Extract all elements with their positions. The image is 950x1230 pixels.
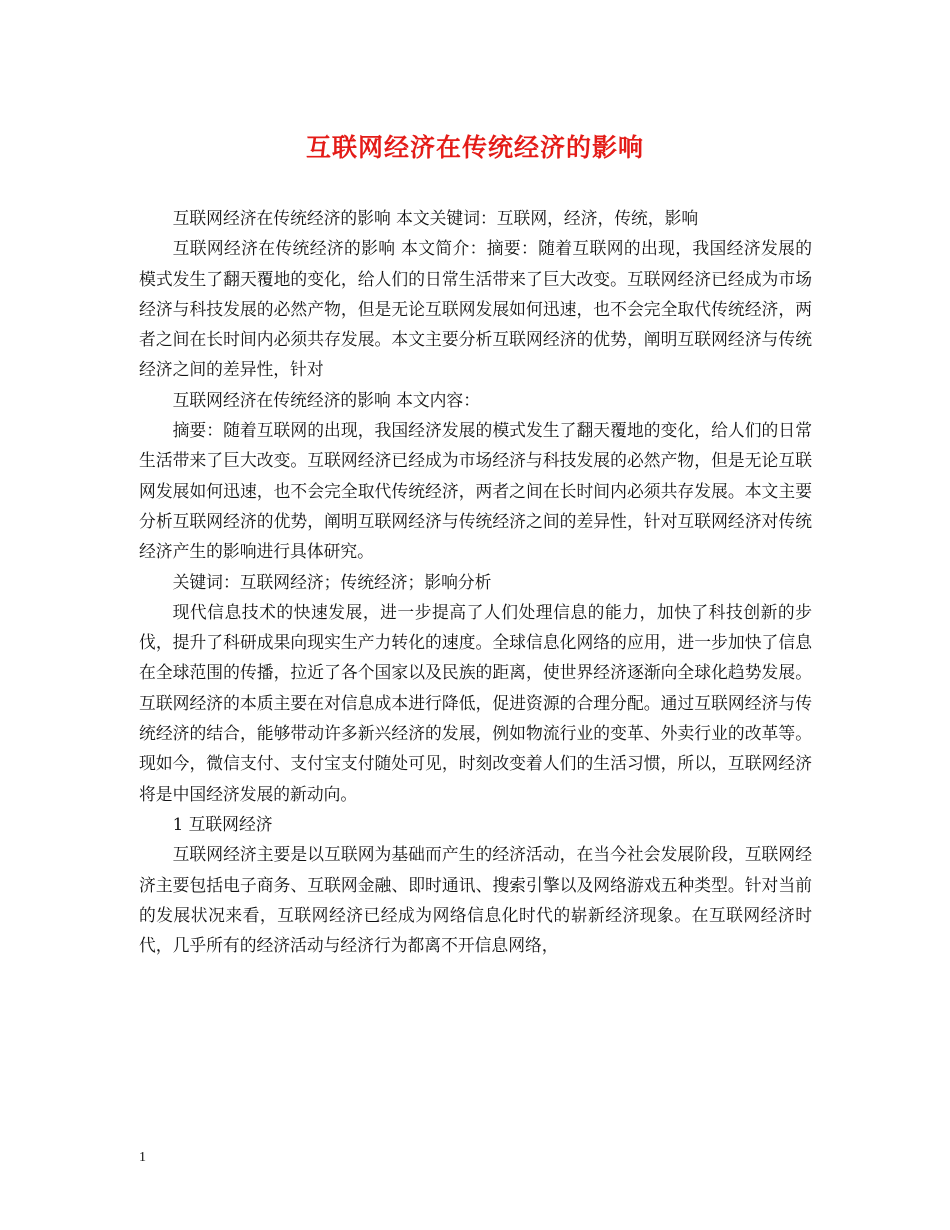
document-title: 互联网经济在传统经济的影响 [305, 133, 644, 162]
section-heading-1: 1 互联网经济 [172, 813, 273, 834]
paragraph-section-1: 互联网经济主要是以互联网为基础而产生的经济活动，在当今社会发展阶段，互联网经济主要包括电子商务、互联网金融、即时通讯、搜索引擎以及网络游戏五种类型。针对当前的发展状况来看，互联网经济已经成为网络信息化时代的崭新经济现象。在互联网经济时代，几乎所有的经济活动与经济行为都离不开信息网络， [139, 844, 812, 956]
paragraph-keywords-intro: 互联网经济在传统经济的影响 本文关键词：互联网，经济，传统，影响 [172, 208, 699, 228]
paragraph-keywords: 关键词：互联网经济；传统经济；影响分析 [172, 571, 492, 592]
paragraph-content-heading: 互联网经济在传统经济的影响 本文内容： [172, 389, 480, 410]
paragraph-abstract: 摘要：随着互联网的出现，我国经济发展的模式发生了翻天覆地的变化，给人们的日常生活带来了巨大改变。互联网经济已经成为市场经济与科技发展的必然产物，但是无论互联网发展如何迅速，也不会完全取代传统经济，两者之间在长时间内必须共存发展。本文主要分析互联网经济的优势，阐明互联网经济与传统经济之间的差异性，针对互联网经济对传统经济产生的影响进行具体研究。 [139, 420, 812, 562]
paragraph-summary-intro: 互联网经济在传统经济的影响 本文简介：摘要：随着互联网的出现，我国经济发展的模式发生了翻天覆地的变化，给人们的日常生活带来了巨大改变。互联网经济已经成为市场经济与科技发展的必然产物，但是无论互联网发展如何迅速，也不会完全取代传统经济，两者之间在长时间内必须共存发展。本文主要分析互联网经济的优势，阐明互联网经济与传统经济之间的差异性，针对 [139, 238, 812, 380]
paragraph-introduction: 现代信息技术的快速发展，进一步提高了人们处理信息的能力，加快了科技创新的步伐，提升了科研成果向现实生产力转化的速度。全球信息化网络的应用，进一步加快了信息在全球范围的传播，拉近了各个国家以及民族的距离，使世界经济逐渐向全球化趋势发展。互联网经济的本质主要在对信息成本进行降低，促进资源的合理分配。通过互联网经济与传统经济的结合，能够带动许多新兴经济的发展，例如物流行业的变革、外卖行业的改革等。现如今，微信支付、支付宝支付随处可见，时刻改变着人们的生活习惯，所以，互联网经济将是中国经济发展的新动向。 [139, 601, 812, 804]
document-body [139, 203, 812, 960]
page-number: 1 [139, 1150, 146, 1165]
